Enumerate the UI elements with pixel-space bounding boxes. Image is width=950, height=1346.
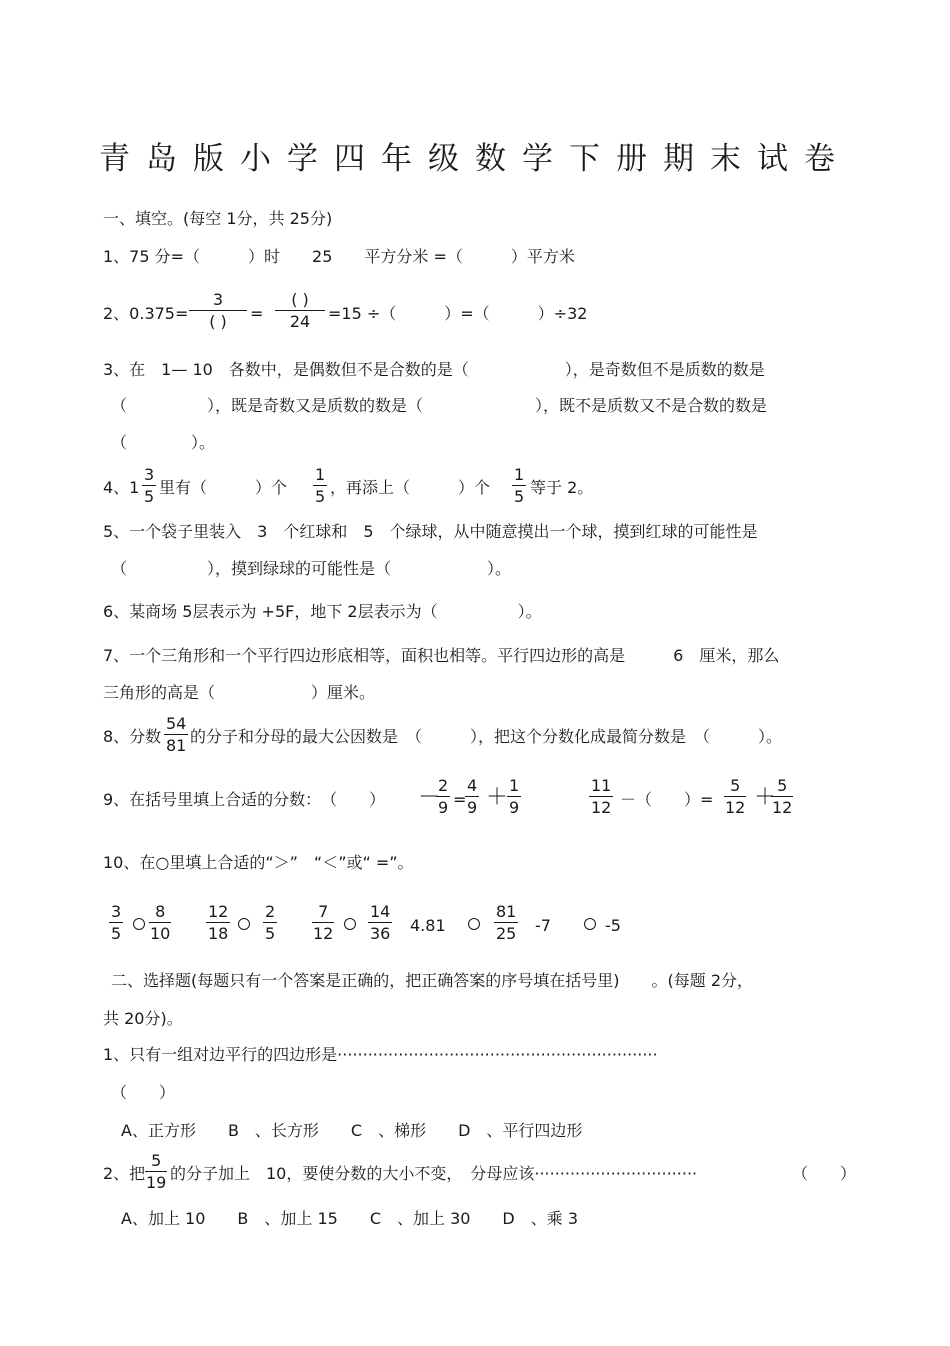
fraction <box>508 778 520 816</box>
minus-sign: － <box>418 785 441 810</box>
numerator: 3 <box>144 465 155 484</box>
fraction <box>772 778 792 816</box>
choice-options-2: A、加上 10 B 、加上 15 C 、加上 30 D 、乘 3 <box>121 1209 579 1228</box>
numerator: 11 <box>591 776 612 795</box>
numerator: ( ) <box>275 292 325 311</box>
fraction <box>143 467 155 505</box>
numerator: 2 <box>438 776 449 795</box>
denominator: 5 <box>144 487 155 506</box>
question-4-part-1: 4、1 <box>103 478 140 497</box>
comparison-circle[interactable] <box>468 918 480 930</box>
question-7-line-2: 三角形的高是（ ）厘米。 <box>103 683 376 702</box>
integer-value: -5 <box>605 916 621 935</box>
denominator: 5 <box>514 487 525 506</box>
question-7-line-1: 7、一个三角形和一个平行四边形底相等，面积也相等。平行四边形的高是 6 厘米，那么 <box>103 646 780 665</box>
question-9-prefix: 9、在括号里填上合适的分数： （ ） <box>103 790 386 809</box>
fraction <box>725 778 745 816</box>
denominator: 9 <box>467 798 478 817</box>
section2-header-line-2: 共 20分)。 <box>103 1009 183 1028</box>
denominator: 5 <box>265 924 276 943</box>
numerator: 1 <box>509 776 520 795</box>
fraction <box>313 904 333 942</box>
fraction <box>513 467 525 505</box>
numerator: 5 <box>145 1153 167 1172</box>
fraction <box>314 467 326 505</box>
fraction <box>264 904 276 942</box>
answer-paren[interactable]: （ ） <box>111 1083 176 1102</box>
numerator: 14 <box>370 902 391 921</box>
denominator: 24 <box>289 312 311 331</box>
question-5-line-1: 5、一个袋子里装入 3 个红球和 5 个绿球，从中随意摸出一个球，摸到红球的可能性是 <box>103 522 758 541</box>
plus-sign: ＋ <box>486 785 509 810</box>
question-6: 6、某商场 5层表示为 +5F，地下 2层表示为（ ）。 <box>103 602 542 621</box>
choice-options-1: A、正方形 B 、长方形 C 、梯形 D 、平行四边形 <box>121 1121 583 1140</box>
fraction <box>437 778 449 816</box>
question-5-line-2: （ ），摸到绿球的可能性是（ ）。 <box>111 559 512 578</box>
denominator: 5 <box>315 487 326 506</box>
question-3-line-1: 3、在 1— 10 各数中，是偶数但不是合数的是（ ），是奇数但不是质数的数是 <box>103 360 765 379</box>
comparison-circle[interactable] <box>133 918 145 930</box>
question-4-part-2: 里有（ ）个 <box>159 478 288 497</box>
decimal-value: 4.81 <box>410 916 446 935</box>
question-2-prefix: 2、0.375= <box>103 304 189 323</box>
page-title: 青岛版小学四年级数学下册期末试卷 <box>99 141 851 177</box>
section1-header: 一、填空。(每空 1分，共 25分) <box>103 209 333 228</box>
answer-paren[interactable]: （ ） <box>792 1164 857 1183</box>
question-10-label: 10、在○里填上合适的“＞” “＜”或“ =”。 <box>103 853 414 872</box>
fraction <box>190 292 246 330</box>
choice-question-2-part-2: 的分子加上 10，要使分数的大小不变， 分母应该································ <box>170 1164 698 1183</box>
denominator: 9 <box>509 798 520 817</box>
numerator: 5 <box>771 778 793 797</box>
choice-question-1: 1、只有一组对边平行的四边形是······························································· <box>103 1045 658 1064</box>
denominator: ( ) <box>209 312 227 331</box>
denominator: 81 <box>166 736 187 755</box>
comparison-circle[interactable] <box>344 918 356 930</box>
numerator: 1 <box>315 465 326 484</box>
numerator: 3 <box>111 902 122 921</box>
integer-value: -7 <box>535 916 551 935</box>
denominator: 12 <box>772 798 793 817</box>
numerator: 54 <box>166 714 187 733</box>
numerator: 8 <box>149 904 171 923</box>
numerator: 2 <box>265 902 276 921</box>
plus-sign: ＋ <box>754 785 777 810</box>
question-8-part-1: 8、分数 <box>103 727 162 746</box>
numerator: 81 <box>496 902 517 921</box>
fraction <box>146 1153 166 1191</box>
numerator: 3 <box>189 292 247 311</box>
denominator: 10 <box>150 924 171 943</box>
numerator: 7 <box>312 904 334 923</box>
denominator: 9 <box>438 798 449 817</box>
fraction <box>495 904 517 942</box>
fraction <box>369 904 391 942</box>
equals-sign: = <box>250 304 264 323</box>
fraction <box>466 778 478 816</box>
numerator: 1 <box>514 465 525 484</box>
denominator: 12 <box>313 924 334 943</box>
denominator: 12 <box>591 798 612 817</box>
fraction <box>207 904 229 942</box>
choice-question-2-part-1: 2、把 <box>103 1164 146 1183</box>
fraction <box>110 904 122 942</box>
fraction <box>276 292 324 330</box>
comparison-circle[interactable] <box>238 918 250 930</box>
question-4-part-3: ，再添上（ ）个 <box>330 478 491 497</box>
numerator: 12 <box>208 902 229 921</box>
question-3-line-3: （ ）。 <box>111 433 216 452</box>
fraction <box>165 716 187 754</box>
denominator: 19 <box>146 1173 167 1192</box>
question-9-middle: －（ ）= <box>620 790 714 809</box>
question-4-part-4: 等于 2。 <box>530 478 594 497</box>
equals-sign: = <box>453 790 467 809</box>
question-2-suffix: =15 ÷（ ）=（ ）÷32 <box>328 304 588 323</box>
question-3-line-2: （ ），既是奇数又是质数的数是（ ），既不是质数又不是合数的数是 <box>111 396 768 415</box>
denominator: 18 <box>208 924 229 943</box>
comparison-circle[interactable] <box>584 918 596 930</box>
numerator: 4 <box>467 776 478 795</box>
question-1: 1、75 分=（ ）时 25 平方分米 =（ ）平方米 <box>103 247 575 266</box>
fraction <box>590 778 612 816</box>
denominator: 5 <box>111 924 122 943</box>
section2-header-line-1: 二、选择题(每题只有一个答案是正确的，把正确答案的序号填在括号里) 。(每题 2分， <box>111 971 753 990</box>
denominator: 36 <box>370 924 391 943</box>
denominator: 25 <box>496 924 517 943</box>
question-8-part-2: 的分子和分母的最大公因数是 （ ），把这个分数化成最简分数是 （ ）。 <box>190 727 783 746</box>
fraction <box>150 904 170 942</box>
denominator: 12 <box>725 798 746 817</box>
numerator: 5 <box>724 778 746 797</box>
